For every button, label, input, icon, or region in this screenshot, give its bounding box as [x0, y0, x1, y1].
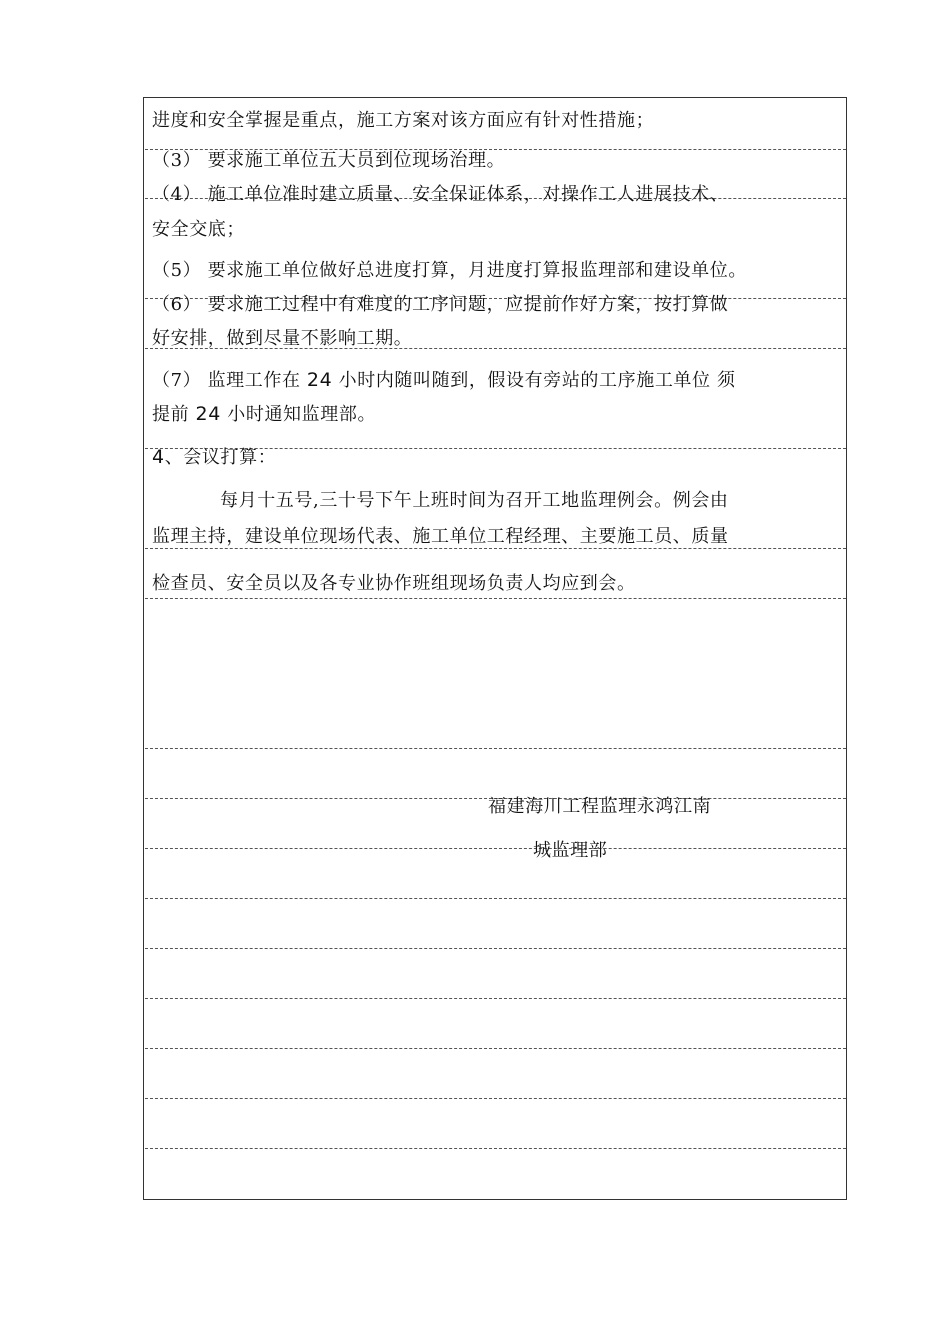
text-line: 检查员、安全员以及各专业协作班组现场负责人均应到会。 [152, 573, 636, 594]
text-line: （5） 要求施工单位做好总进度打算，月进度打算报监理部和建设单位。 [152, 260, 747, 281]
number-24: 24 [306, 369, 333, 391]
text-line [152, 369, 736, 392]
row-rule [145, 848, 846, 849]
number-24: 24 [195, 403, 221, 425]
text-fragment: （7） 监理工作在 [152, 370, 307, 391]
row-rule [145, 598, 846, 599]
text-line: （3） 要求施工单位五大员到位现场治理。 [152, 150, 506, 171]
text-fragment: 小时内随叫随到，假设有旁站的工序施工单位 须 [332, 370, 736, 391]
signature-line: 福建海川工程监理永鸿江南 [488, 796, 712, 817]
text-fragment: 提前 [152, 404, 196, 425]
text-line: 好安排，做到尽量不影响工期。 [152, 328, 413, 349]
text-line [152, 403, 376, 426]
row-rule [145, 898, 846, 899]
text-line: 安全交底； [152, 219, 245, 240]
section-title: 、会议打算： [164, 447, 277, 468]
row-rule [145, 748, 846, 749]
text-line: 监理主持，建设单位现场代表、施工单位工程经理、主要施工员、质量 [152, 526, 729, 547]
section-heading [152, 446, 276, 469]
text-fragment: 小时通知监理部。 [220, 404, 377, 425]
text-line: （4） 施工单位准时建立质量、安全保证体系，对操作工人进展技术、 [152, 184, 729, 205]
text-line: 每月十五号,三十号下午上班时间为召开工地监理例会。例会由 [220, 490, 729, 511]
row-rule [145, 548, 846, 549]
row-rule [145, 948, 846, 949]
section-number: 4 [152, 446, 165, 468]
signature-line: 城监理部 [533, 840, 608, 861]
row-rule [145, 1048, 846, 1049]
row-rule [145, 1148, 846, 1149]
row-rule [145, 998, 846, 999]
row-rule [145, 1098, 846, 1099]
text-line: 进度和安全掌握是重点，施工方案对该方面应有针对性措施； [152, 110, 655, 131]
text-line: （6） 要求施工过程中有难度的工序问题，应提前作好方案，按打算做 [152, 294, 729, 315]
